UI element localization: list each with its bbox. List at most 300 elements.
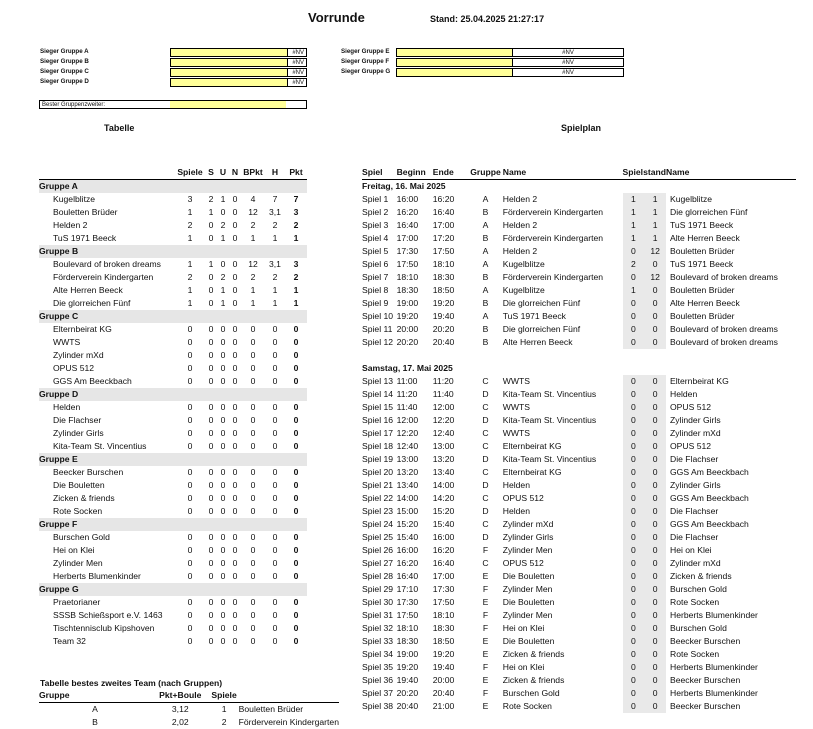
team-stat: 0 — [208, 532, 214, 542]
sieger-input[interactable] — [170, 48, 288, 57]
score-cell[interactable]: 0 — [623, 401, 645, 414]
score-cell[interactable]: 0 — [623, 310, 645, 323]
team-stat: 0 — [293, 337, 299, 347]
game-cell: C — [482, 441, 489, 451]
game-cell: C — [482, 376, 489, 386]
team-stat: 0 — [232, 480, 238, 490]
team-stat: 0 — [250, 636, 256, 646]
score-cell[interactable]: 0 — [644, 505, 666, 518]
team-row — [39, 336, 307, 349]
team-stat: 0 — [232, 402, 238, 412]
game-cell: E — [482, 649, 489, 659]
game-cell: A — [482, 246, 489, 256]
team-stat: 0 — [293, 493, 299, 503]
team-row — [39, 362, 307, 375]
team-row — [39, 232, 307, 245]
team-row — [39, 466, 307, 479]
score-cell[interactable]: 0 — [623, 583, 645, 596]
team-row — [39, 206, 307, 219]
game-cell: 19:00 — [396, 298, 419, 308]
team-stat: 0 — [293, 558, 299, 568]
game-cell: Herberts Blumenkinder — [670, 610, 758, 620]
score-cell[interactable]: 0 — [644, 414, 666, 427]
game-cell: 18:10 — [396, 272, 419, 282]
game-cell: 11:40 — [432, 389, 454, 399]
team-stat: 0 — [272, 571, 278, 581]
team-stat: 0 — [220, 467, 226, 477]
schedule-header-row — [362, 166, 796, 180]
team-stat: 0 — [208, 480, 214, 490]
team-stat: 1 — [272, 233, 278, 243]
team-stat: 1 — [220, 298, 226, 308]
game-cell: Zylinder mXd — [670, 428, 721, 438]
game-cell: C — [482, 428, 489, 438]
score-cell[interactable]: 0 — [644, 583, 666, 596]
team-stat: 0 — [187, 571, 193, 581]
team-name: Die Bouletten — [53, 480, 105, 490]
team-stat: 0 — [293, 623, 299, 633]
team-stat: 0 — [232, 467, 238, 477]
team-stat: 1 — [208, 207, 214, 217]
score-cell[interactable]: 0 — [623, 570, 645, 583]
score-cell[interactable]: 0 — [644, 674, 666, 687]
score-cell[interactable]: 0 — [644, 661, 666, 674]
tabelle-heading: Tabelle — [104, 123, 135, 133]
score-cell[interactable]: 0 — [623, 245, 645, 258]
game-cell: Spiel 33 — [362, 636, 394, 646]
score-cell[interactable]: 1 — [644, 232, 666, 245]
score-cell[interactable]: 0 — [623, 479, 645, 492]
score-cell[interactable]: 0 — [623, 557, 645, 570]
score-cell[interactable]: 0 — [623, 505, 645, 518]
game-cell: GGS Am Beeckbach — [670, 493, 749, 503]
team-stat: 0 — [250, 480, 256, 490]
game-cell: Beecker Burschen — [670, 636, 741, 646]
game-cell: Hei on Klei — [670, 545, 712, 555]
score-cell[interactable]: 1 — [623, 193, 645, 206]
standings-col-header: BPkt — [241, 166, 265, 180]
team-stat: 0 — [293, 545, 299, 555]
score-cell[interactable]: 0 — [623, 336, 645, 349]
team-stat: 0 — [187, 415, 193, 425]
day-label: Freitag, 16. Mai 2025 — [362, 181, 446, 191]
team-stat: 0 — [250, 545, 256, 555]
game-cell: 15:40 — [396, 532, 419, 542]
bester-value-cell[interactable] — [170, 101, 286, 108]
game-cell: OPUS 512 — [502, 558, 544, 568]
game-cell: 16:20 — [396, 207, 419, 217]
team-stat: 0 — [220, 402, 226, 412]
team-name: Die glorreichen Fünf — [53, 298, 131, 308]
score-cell[interactable]: 0 — [644, 609, 666, 622]
day-label: Samstag, 17. Mai 2025 — [362, 363, 453, 373]
team-stat: 0 — [208, 272, 214, 282]
team-stat: 0 — [232, 636, 238, 646]
team-stat: 0 — [293, 506, 299, 516]
team-stat: 0 — [272, 545, 278, 555]
game-cell: B — [482, 298, 489, 308]
team-stat: 0 — [220, 610, 226, 620]
game-cell: 15:00 — [396, 506, 419, 516]
score-cell[interactable]: 1 — [623, 284, 645, 297]
game-cell: D — [482, 506, 489, 516]
team-stat: 0 — [250, 402, 256, 412]
day-header-row — [362, 362, 796, 375]
team-stat: 1 — [293, 298, 299, 308]
score-cell[interactable]: 0 — [623, 388, 645, 401]
game-cell: 18:10 — [396, 623, 419, 633]
game-cell: 20:20 — [396, 688, 419, 698]
team-name: Die Flachser — [53, 415, 102, 425]
group-name: Gruppe D — [39, 388, 307, 401]
team-stat: 2 — [220, 272, 226, 282]
team-stat: 0 — [187, 376, 193, 386]
schedule-col-header: Ende — [433, 166, 468, 180]
team-stat: 0 — [220, 376, 226, 386]
bester-label: Bester Gruppenzweiter: — [42, 102, 106, 108]
team-stat: 0 — [208, 415, 214, 425]
team-stat: 2 — [250, 220, 256, 230]
standings-col-header: S — [205, 166, 217, 180]
score-cell[interactable]: 1 — [623, 219, 645, 232]
team-stat: 0 — [250, 493, 256, 503]
schedule-col-header: Name — [503, 166, 623, 180]
score-cell[interactable]: 0 — [644, 700, 666, 713]
game-row — [362, 336, 796, 349]
game-cell: 11:40 — [396, 402, 418, 412]
score-cell[interactable]: 0 — [623, 297, 645, 310]
game-cell: Bouletten Brüder — [670, 311, 735, 321]
score-cell[interactable]: 0 — [623, 648, 645, 661]
score-cell[interactable]: 0 — [644, 453, 666, 466]
game-cell: E — [482, 636, 489, 646]
team-stat: 0 — [272, 428, 278, 438]
score-cell[interactable]: 0 — [623, 700, 645, 713]
team-row — [39, 258, 307, 271]
game-row — [362, 570, 796, 583]
score-cell[interactable]: 0 — [623, 674, 645, 687]
game-cell: GGS Am Beeckbach — [670, 519, 749, 529]
game-cell: 16:20 — [432, 194, 455, 204]
game-cell: Spiel 16 — [362, 415, 394, 425]
game-cell: B — [482, 272, 489, 282]
score-cell[interactable]: 0 — [623, 453, 645, 466]
team-row — [39, 557, 307, 570]
team-stat: 0 — [232, 623, 238, 633]
score-cell[interactable]: 0 — [644, 284, 666, 297]
team-stat: 0 — [232, 363, 238, 373]
team-row — [39, 570, 307, 583]
team-name: Beecker Burschen — [53, 467, 124, 477]
game-cell: Spiel 20 — [362, 467, 394, 477]
score-cell[interactable]: 0 — [644, 648, 666, 661]
team-row — [39, 323, 307, 336]
game-cell: Zylinder Girls — [670, 415, 721, 425]
score-cell[interactable]: 0 — [623, 596, 645, 609]
score-cell[interactable]: 1 — [644, 206, 666, 219]
team-name: Zylinder mXd — [53, 350, 104, 360]
team-stat: 0 — [293, 441, 299, 451]
sieger-input[interactable] — [170, 78, 288, 87]
team-stat: 7 — [272, 194, 278, 204]
team-name: Helden — [53, 402, 81, 412]
score-cell[interactable]: 0 — [623, 622, 645, 635]
sieger-label: Sieger Gruppe G — [341, 68, 391, 75]
game-row — [362, 648, 796, 661]
score-cell[interactable]: 0 — [644, 375, 666, 388]
game-cell: Bouletten Brüder — [670, 285, 735, 295]
game-cell: 12:00 — [432, 402, 455, 412]
team-stat: 0 — [187, 480, 193, 490]
team-row — [39, 284, 307, 297]
score-cell[interactable]: 0 — [623, 427, 645, 440]
team-stat: 0 — [250, 415, 256, 425]
team-stat: 0 — [187, 324, 193, 334]
team-stat: 0 — [250, 376, 256, 386]
score-cell[interactable]: 12 — [644, 245, 666, 258]
score-cell[interactable]: 12 — [644, 271, 666, 284]
team-name: Boulevard of broken dreams — [53, 259, 161, 269]
team-stat: 12 — [248, 207, 258, 217]
score-cell[interactable]: 0 — [644, 297, 666, 310]
score-cell[interactable]: 0 — [623, 466, 645, 479]
score-cell[interactable]: 1 — [623, 206, 645, 219]
game-cell: A — [482, 311, 489, 321]
team-stat: 0 — [232, 259, 238, 269]
game-cell: 16:20 — [432, 545, 455, 555]
score-cell[interactable]: 0 — [623, 661, 645, 674]
score-cell[interactable]: 0 — [623, 687, 645, 700]
score-cell[interactable]: 0 — [644, 687, 666, 700]
game-row — [362, 583, 796, 596]
team-name: Tischtennisclub Kipshoven — [53, 623, 155, 633]
team-stat: 0 — [187, 506, 193, 516]
team-stat: 7 — [293, 194, 299, 204]
sieger-input[interactable] — [170, 58, 288, 67]
game-cell: Spiel 9 — [362, 298, 389, 308]
team-stat: 0 — [232, 324, 238, 334]
sieger-input[interactable] — [396, 48, 513, 57]
score-cell[interactable]: 0 — [644, 544, 666, 557]
score-cell[interactable]: 0 — [623, 440, 645, 453]
score-cell[interactable]: 0 — [623, 544, 645, 557]
score-cell[interactable]: 0 — [644, 466, 666, 479]
game-cell: 12:00 — [396, 415, 419, 425]
sieger-input[interactable] — [396, 58, 513, 67]
score-cell[interactable]: 0 — [644, 479, 666, 492]
team-row — [39, 414, 307, 427]
team-stat: 0 — [187, 545, 193, 555]
score-cell[interactable]: 0 — [644, 492, 666, 505]
team-stat: 0 — [250, 350, 256, 360]
score-cell[interactable]: 0 — [644, 570, 666, 583]
team-name: Alte Herren Beeck — [53, 285, 123, 295]
game-cell: Spiel 18 — [362, 441, 394, 451]
sieger-label: Sieger Gruppe C — [40, 68, 89, 75]
game-cell: Spiel 37 — [362, 688, 394, 698]
team-stat: 0 — [272, 363, 278, 373]
team-name: Team 32 — [53, 636, 86, 646]
team-stat: 0 — [272, 441, 278, 451]
team-stat: 0 — [208, 506, 214, 516]
team-stat: 0 — [220, 493, 226, 503]
game-cell: 18:30 — [396, 636, 419, 646]
team-name: Helden 2 — [53, 220, 88, 230]
score-cell[interactable]: 0 — [644, 323, 666, 336]
second-cell: 1 — [221, 704, 227, 714]
game-cell: Spiel 8 — [362, 285, 389, 295]
team-stat: 1 — [272, 285, 278, 295]
team-name: GGS Am Beeckbach — [53, 376, 132, 386]
score-cell[interactable]: 0 — [623, 609, 645, 622]
team-row — [39, 609, 307, 622]
score-cell[interactable]: 0 — [644, 258, 666, 271]
score-cell[interactable]: 0 — [644, 388, 666, 401]
team-stat: 0 — [208, 571, 214, 581]
game-cell: 19:40 — [396, 675, 419, 685]
game-cell: Burschen Gold — [670, 584, 727, 594]
team-stat: 0 — [250, 623, 256, 633]
team-row — [39, 349, 307, 362]
game-cell: 20:40 — [396, 701, 419, 711]
team-stat: 0 — [293, 376, 299, 386]
game-cell: D — [482, 454, 489, 464]
team-row — [39, 544, 307, 557]
game-cell: Spiel 6 — [362, 259, 389, 269]
score-cell[interactable]: 0 — [623, 531, 645, 544]
score-cell[interactable]: 0 — [623, 518, 645, 531]
team-stat: 2 — [187, 272, 193, 282]
team-stat: 1 — [220, 285, 226, 295]
game-cell: 20:40 — [432, 337, 455, 347]
team-stat: 1 — [187, 259, 193, 269]
game-cell: 13:00 — [432, 441, 455, 451]
score-cell[interactable]: 0 — [644, 336, 666, 349]
game-cell: Kugelblitze — [670, 194, 713, 204]
team-row — [39, 492, 307, 505]
team-stat: 1 — [187, 285, 193, 295]
team-stat: 3 — [293, 207, 299, 217]
score-cell[interactable]: 0 — [644, 596, 666, 609]
score-cell[interactable]: 0 — [623, 323, 645, 336]
game-cell: Förderverein Kindergarten — [502, 272, 604, 282]
sieger-value: #NV — [287, 48, 307, 57]
game-row — [362, 661, 796, 674]
second-table-title: Tabelle bestes zweites Team (nach Gruppen) — [40, 678, 223, 688]
sieger-input[interactable] — [170, 68, 288, 77]
team-stat: 0 — [220, 259, 226, 269]
team-stat: 1 — [293, 285, 299, 295]
score-cell[interactable]: 0 — [623, 375, 645, 388]
team-stat: 0 — [208, 337, 214, 347]
game-cell: 16:00 — [396, 545, 419, 555]
team-stat: 0 — [232, 545, 238, 555]
game-cell: Die Flachser — [670, 454, 719, 464]
game-row — [362, 414, 796, 427]
game-cell: 17:00 — [432, 220, 455, 230]
game-cell: WWTS — [502, 376, 530, 386]
team-stat: 0 — [187, 610, 193, 620]
team-stat: 0 — [232, 415, 238, 425]
team-stat: 0 — [232, 207, 238, 217]
game-cell: 11:20 — [396, 389, 418, 399]
game-cell: C — [482, 402, 489, 412]
game-cell: F — [482, 688, 489, 698]
game-cell: 15:40 — [432, 519, 455, 529]
game-cell: 17:00 — [432, 571, 455, 581]
game-cell: D — [482, 389, 489, 399]
score-cell[interactable]: 0 — [644, 518, 666, 531]
team-stat: 0 — [232, 285, 238, 295]
score-cell[interactable]: 2 — [623, 258, 645, 271]
game-cell: 17:00 — [396, 233, 419, 243]
game-cell: Die glorreichen Fünf — [502, 298, 581, 308]
score-cell[interactable]: 0 — [644, 557, 666, 570]
score-cell[interactable]: 1 — [644, 193, 666, 206]
team-row — [39, 427, 307, 440]
game-row — [362, 557, 796, 570]
game-cell: Die glorreichen Fünf — [670, 207, 748, 217]
score-cell[interactable]: 0 — [644, 635, 666, 648]
game-row — [362, 518, 796, 531]
score-cell[interactable]: 0 — [644, 531, 666, 544]
team-stat: 0 — [250, 324, 256, 334]
team-stat: 0 — [232, 493, 238, 503]
standings-header-row — [39, 166, 307, 180]
game-cell: B — [482, 207, 489, 217]
score-cell[interactable]: 0 — [623, 492, 645, 505]
game-cell: Helden 2 — [502, 194, 538, 204]
team-stat: 0 — [220, 545, 226, 555]
game-cell: 17:50 — [432, 246, 455, 256]
team-row — [39, 271, 307, 284]
score-cell[interactable]: 0 — [644, 622, 666, 635]
game-cell: Förderverein Kindergarten — [502, 233, 604, 243]
game-cell: A — [482, 259, 489, 269]
team-stat: 0 — [232, 532, 238, 542]
sieger-input[interactable] — [396, 68, 513, 77]
team-stat: 1 — [220, 194, 226, 204]
game-cell: 14:00 — [432, 480, 455, 490]
team-stat: 0 — [208, 597, 214, 607]
team-stat: 3 — [293, 259, 299, 269]
game-cell: Beecker Burschen — [670, 675, 741, 685]
game-cell: A — [482, 194, 489, 204]
score-cell[interactable]: 1 — [644, 219, 666, 232]
game-cell: Spiel 4 — [362, 233, 389, 243]
score-cell[interactable]: 0 — [644, 310, 666, 323]
game-cell: Zylinder Men — [502, 545, 553, 555]
game-row — [362, 258, 796, 271]
score-cell[interactable]: 1 — [623, 232, 645, 245]
score-cell[interactable]: 0 — [644, 440, 666, 453]
score-cell[interactable]: 0 — [644, 427, 666, 440]
score-cell[interactable]: 0 — [644, 401, 666, 414]
score-cell[interactable]: 0 — [623, 271, 645, 284]
game-cell: 19:40 — [432, 662, 455, 672]
game-cell: C — [482, 493, 489, 503]
team-stat: 0 — [293, 610, 299, 620]
score-cell[interactable]: 0 — [623, 414, 645, 427]
game-cell: 18:10 — [432, 610, 455, 620]
second-cell: A — [92, 704, 98, 714]
game-cell: Helden 2 — [502, 246, 538, 256]
second-cell: 2 — [221, 717, 227, 727]
team-stat: 0 — [293, 415, 299, 425]
score-cell[interactable]: 0 — [623, 635, 645, 648]
game-cell: Spiel 31 — [362, 610, 394, 620]
game-cell: Helden 2 — [502, 220, 538, 230]
